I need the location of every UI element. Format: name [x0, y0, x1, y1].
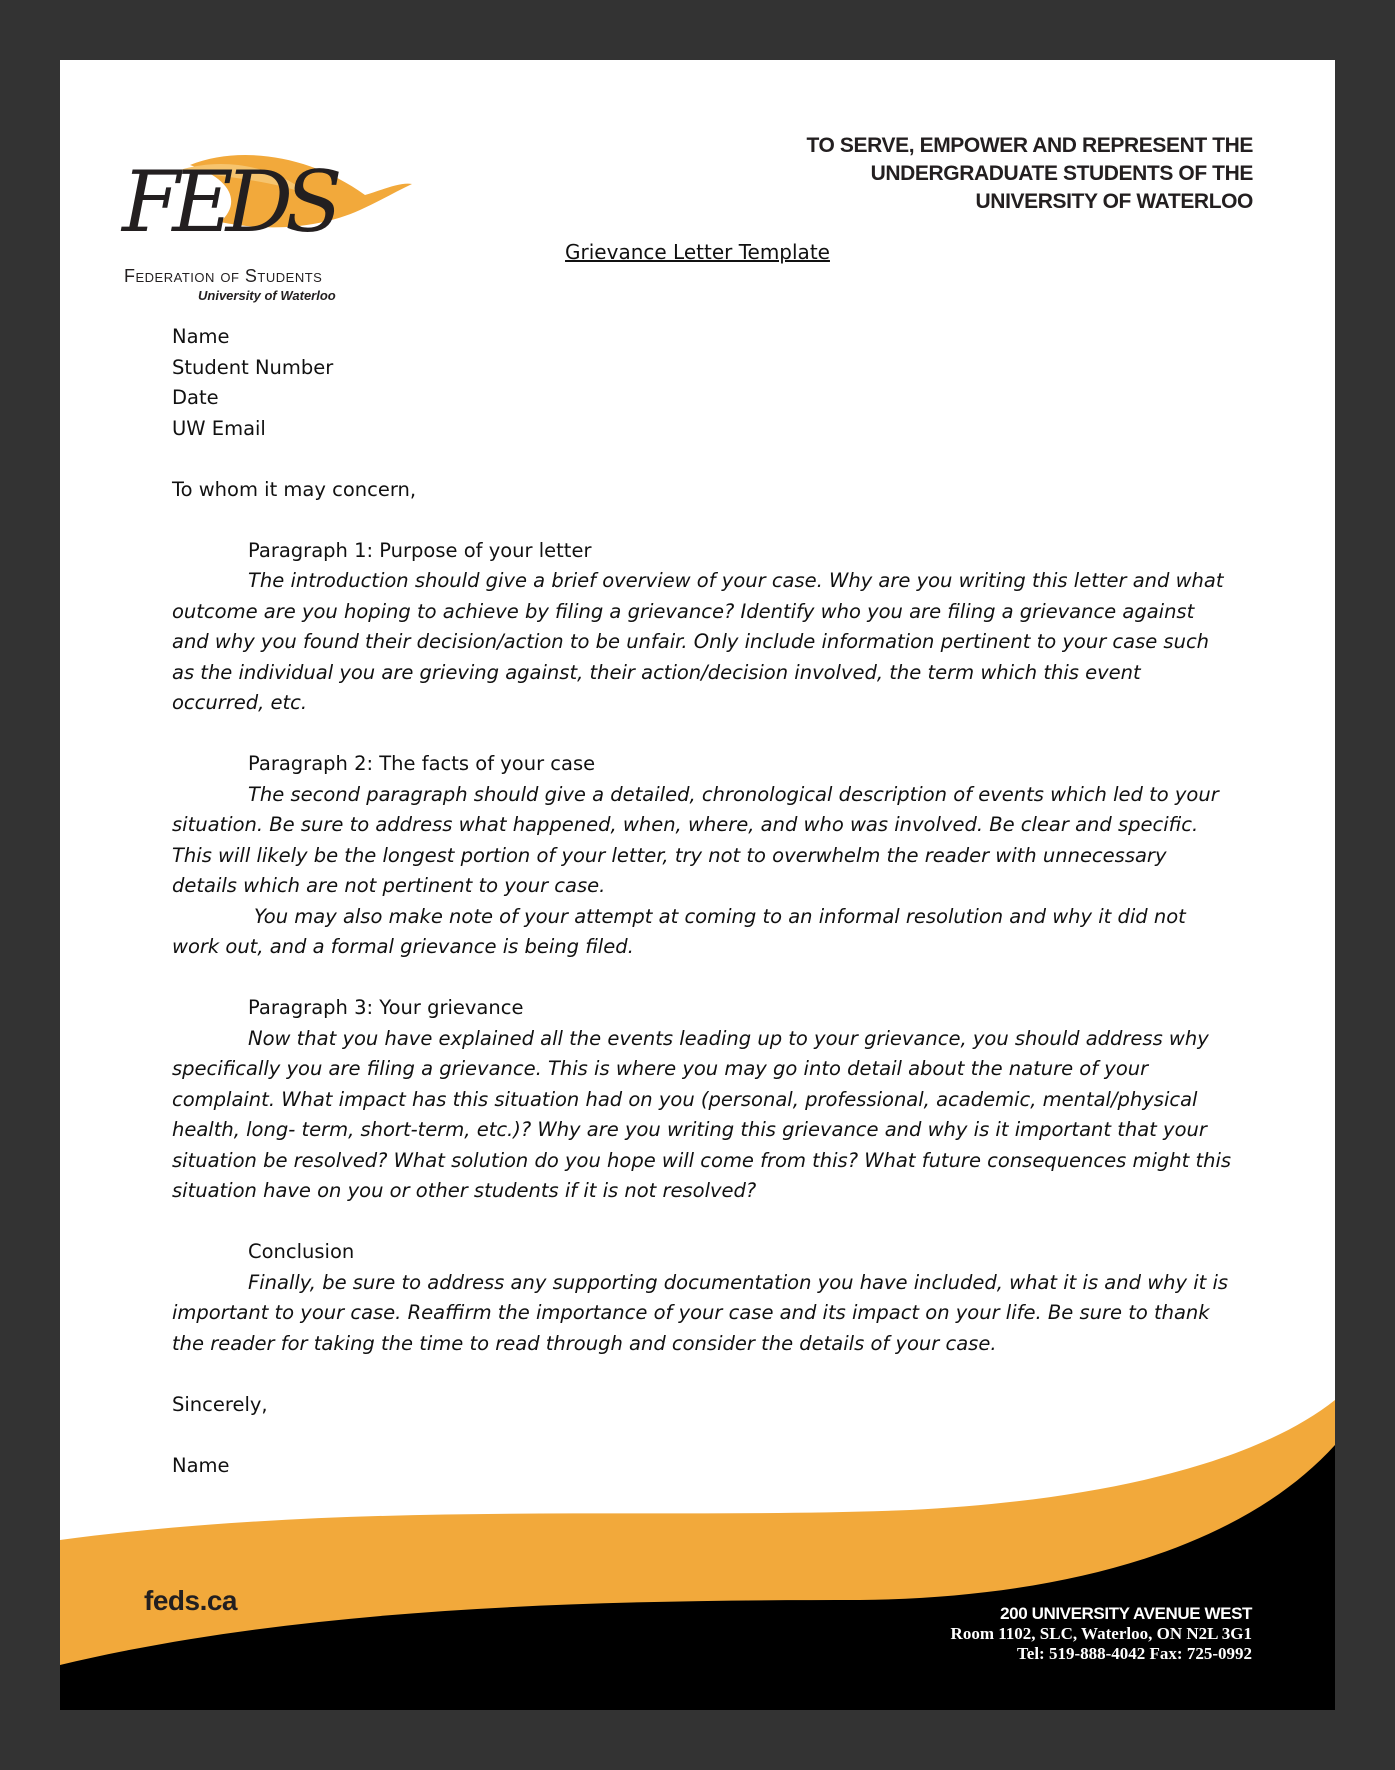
- section-heading: Paragraph 3: Your grievance: [248, 996, 524, 1019]
- footer-address: [752, 1604, 1252, 1664]
- footer-swoosh-graphic: [60, 60, 1335, 1710]
- signature-name: Name: [172, 1453, 230, 1477]
- logo-federation-text: Federation of Students: [124, 266, 323, 286]
- header-field-email: UW Email: [172, 416, 266, 440]
- header-field-student-number: Student Number: [172, 355, 334, 379]
- header-field-name: Name: [172, 325, 230, 348]
- section-paragraph: The second paragraph should give a detailed, chronological description of events which led to your situation. Be sure to address what happened, when, where, and who was involved. Be clear and specific. This will likely be the longest portion of your letter, try not to overwhelm the reader with unnecessary details which are not pertinent to your case.: [172, 782, 1219, 897]
- closing: Sincerely,: [172, 1392, 268, 1416]
- section-heading: Paragraph 1: Purpose of your letter: [248, 538, 592, 562]
- tagline-line: TO SERVE, EMPOWER AND REPRESENT THE: [806, 134, 1253, 157]
- letterhead-page: [60, 60, 1335, 1710]
- header-field-date: Date: [172, 386, 219, 409]
- section-heading: Conclusion: [248, 1240, 355, 1263]
- footer-website-link[interactable]: feds.ca: [144, 1585, 237, 1616]
- salutation: To whom it may concern,: [172, 477, 417, 501]
- section-paragraph: You may also make note of your attempt at coming to an informal resolution and why it did not work out, and a formal grievance is being filed.: [172, 904, 1186, 958]
- address-phone: Tel: 519-888-4042 Fax: 725-0992: [1017, 1644, 1252, 1663]
- logo-university-text: University of Waterloo: [198, 288, 336, 303]
- section-heading: Paragraph 2: The facts of your case: [248, 752, 596, 775]
- section-paragraph: Now that you have explained all the events leading up to your grievance, you should address why specifically you are filing a grievance. This is where you may go into detail about the nature of your complaint. What impact has this situation had on you (personal, professional, academic, mental/physical health, long- term, short-term, etc.)? Why are you writing this grievance and why is it important that your situation be resolved? What solution do you hope will come from this? What future consequences might this situation have on you or other students if it is not resolved?: [172, 1026, 1232, 1202]
- tagline-line: UNDERGRADUATE STUDENTS OF THE: [870, 162, 1253, 185]
- address-street: 200 UNIVERSITY AVENUE WEST: [1000, 1604, 1252, 1623]
- address-room: Room 1102, SLC, Waterloo, ON N2L 3G1: [950, 1624, 1252, 1643]
- document-title: Grievance Letter Template: [565, 240, 830, 264]
- tagline-line: UNIVERSITY OF WATERLOO: [975, 190, 1253, 213]
- section-paragraph: The introduction should give a brief overview of your case. Why are you writing this letter and what outcome are you hoping to achieve by filing a grievance? Identify who you are filing a grievance against and why you found their decision/action to be unfair. Only include information pertinent to your case such as the individual you are grieving against, their action/decision involved, the term which this event occurred, etc.: [172, 569, 1224, 714]
- section-paragraph: Finally, be sure to address any supporting documentation you have included, what it is and why it is important to your case. Reaffirm the importance of your case and its impact on your life. Be sure to thank the reader for taking the time to read through and consider the details of your case.: [172, 1270, 1229, 1355]
- logo-wordmark: FEDS: [122, 153, 335, 251]
